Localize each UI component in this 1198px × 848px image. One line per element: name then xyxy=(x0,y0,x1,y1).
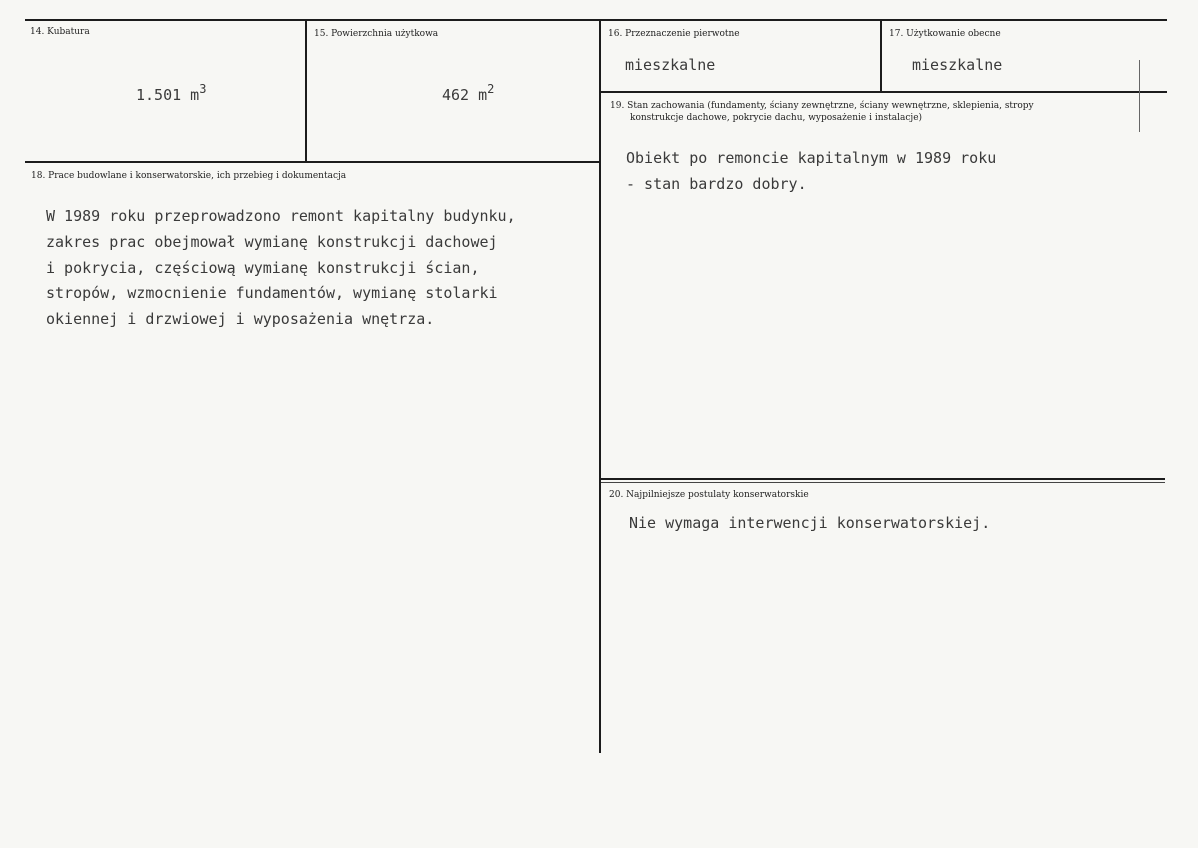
top-rule-right xyxy=(601,19,1167,21)
field-15-value xyxy=(442,82,495,104)
field-18-line: zakres prac obejmował wymianę konstrukcji dachowej xyxy=(46,232,498,251)
rule-under-14-15 xyxy=(25,161,601,163)
field-19-label-line-1: 19. Stan zachowania (fundamenty, ściany zewnętrzne, ściany wewnętrzne, sklepienia, stropy xyxy=(610,101,1034,111)
field-18-text xyxy=(46,204,516,333)
field-19-line: Obiekt po remoncie kapitalnym w 1989 roku xyxy=(626,149,997,167)
field-14-exponent: 3 xyxy=(199,82,207,96)
field-14-value xyxy=(136,82,207,104)
field-20-value: Nie wymaga interwencji konserwatorskiej. xyxy=(629,514,991,532)
right-margin-mark xyxy=(1139,60,1140,132)
field-18-line: stropów, wzmocnienie fundamentów, wymianę stolarki xyxy=(46,284,498,303)
field-17-value: mieszkalne xyxy=(912,56,1003,74)
field-14-number: 1.501 m xyxy=(136,86,200,104)
rule-above-20 xyxy=(601,478,1165,480)
field-18-line: i pokrycia, częściową wymianę konstrukcji ścian, xyxy=(46,258,480,277)
divider-16-17 xyxy=(880,19,882,92)
rule-above-20-thin xyxy=(601,482,1165,483)
center-divider xyxy=(599,19,601,753)
field-15-number: 462 m xyxy=(442,86,488,104)
field-18-label: 18. Prace budowlane i konserwatorskie, ich przebieg i dokumentacja xyxy=(31,171,347,181)
field-19-line: - stan bardzo dobry. xyxy=(626,174,807,193)
field-18-line: okiennej i drzwiowej i wyposażenia wnętrza. xyxy=(46,310,435,329)
top-rule-left xyxy=(25,19,601,21)
field-17-label: 17. Użytkowanie obecne xyxy=(889,29,1001,39)
field-15-label: 15. Powierzchnia użytkowa xyxy=(314,29,439,39)
field-16-label: 16. Przeznaczenie pierwotne xyxy=(608,29,740,39)
field-19-text xyxy=(626,146,996,198)
field-14-label: 14. Kubatura xyxy=(30,27,90,37)
field-16-value: mieszkalne xyxy=(625,56,716,74)
rule-under-16-17 xyxy=(601,91,1167,93)
field-18-line: W 1989 roku przeprowadzono remont kapitalny budynku, xyxy=(46,207,516,225)
field-19-label-line-2: konstrukcje dachowe, pokrycie dachu, wyposażenie i instalacje) xyxy=(630,113,923,123)
field-20-label: 20. Najpilniejsze postulaty konserwatorskie xyxy=(609,490,809,500)
field-15-exponent: 2 xyxy=(487,82,495,96)
divider-14-15 xyxy=(305,19,307,161)
